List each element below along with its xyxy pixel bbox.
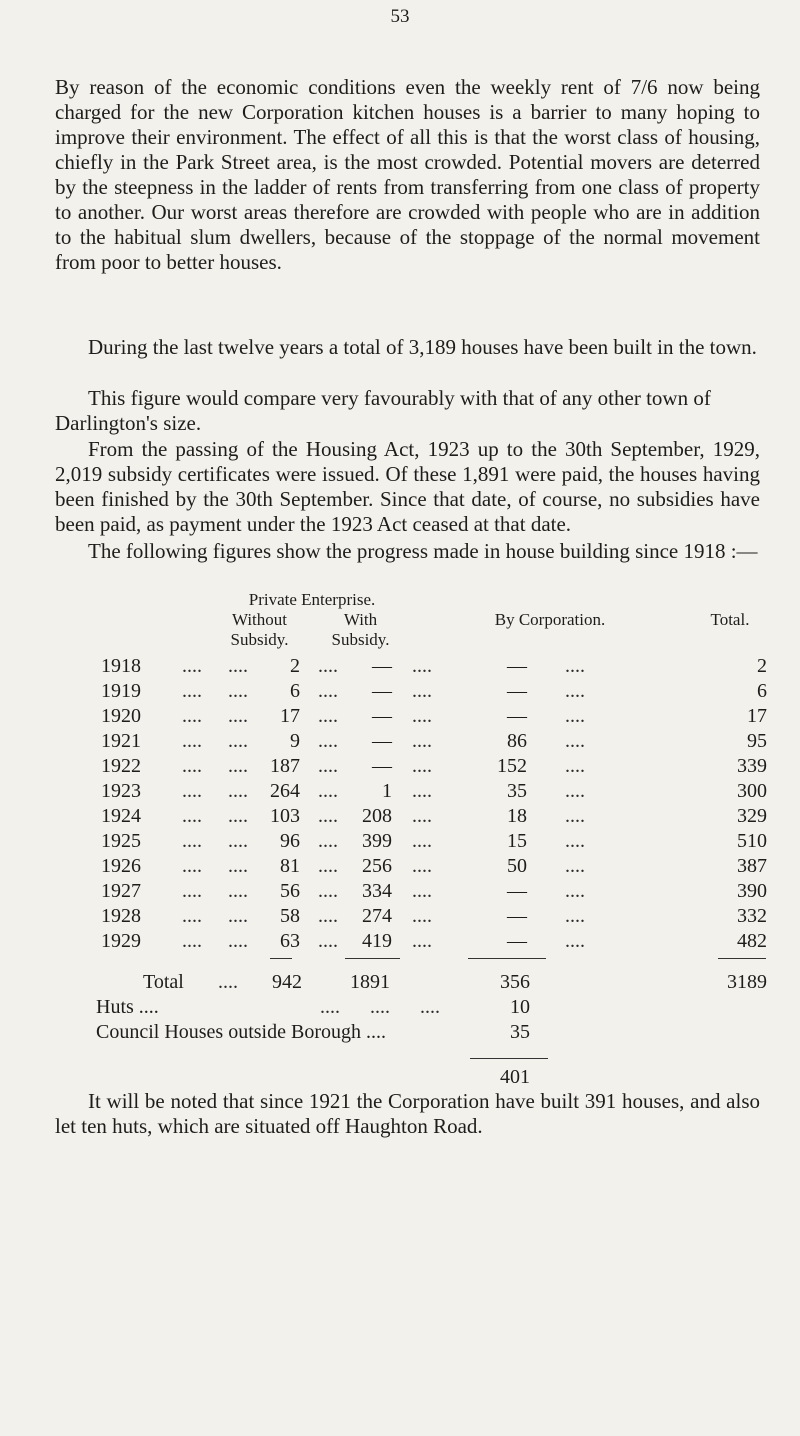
row-dots: ....: [228, 855, 248, 877]
grand-total: 401: [500, 1066, 530, 1088]
header-without-subsidy: Without Subsidy.: [230, 610, 289, 649]
table-row: [0, 680, 800, 705]
row-corp: —: [507, 880, 527, 902]
council-houses-label: Council Houses outside Borough ....: [96, 1021, 386, 1043]
row-dots: ....: [182, 830, 202, 852]
row-dots: ....: [412, 930, 432, 952]
totals-label: Total: [143, 971, 184, 993]
row-dots: ....: [182, 930, 202, 952]
row-without: 2: [290, 655, 300, 677]
row-with: —: [372, 730, 392, 752]
row-total: 300: [737, 780, 767, 802]
row-dots: ....: [228, 830, 248, 852]
row-dots: ....: [182, 705, 202, 727]
row-dots: ....: [182, 755, 202, 777]
row-dots: ....: [318, 780, 338, 802]
row-dots: ....: [412, 880, 432, 902]
row-dots: ....: [318, 705, 338, 727]
row-year: 1921: [101, 730, 141, 752]
row-without: 187: [270, 755, 300, 777]
row-total: 482: [737, 930, 767, 952]
table-row: [0, 880, 800, 905]
row-dots: ....: [318, 755, 338, 777]
row-dots: ....: [182, 805, 202, 827]
totals-total: 3189: [727, 971, 767, 993]
totals-dots: ....: [218, 971, 238, 993]
row-dots: ....: [412, 780, 432, 802]
row-dots: ....: [565, 930, 585, 952]
row-dots: ....: [318, 830, 338, 852]
row-total: 510: [737, 830, 767, 852]
totals-without: 942: [272, 971, 302, 993]
row-without: 264: [270, 780, 300, 802]
totals-corp: 356: [500, 971, 530, 993]
row-dots: ....: [565, 655, 585, 677]
rule-total: [718, 958, 766, 959]
row-corp: —: [507, 655, 527, 677]
row-with: 399: [362, 830, 392, 852]
row-dots: ....: [565, 855, 585, 877]
row-dots: ....: [412, 830, 432, 852]
row-dots: ....: [565, 755, 585, 777]
row-dots: ....: [318, 805, 338, 827]
row-dots: ....: [228, 805, 248, 827]
row-dots: ....: [412, 705, 432, 727]
row-without: 17: [280, 705, 300, 727]
table-row: [0, 930, 800, 955]
row-dots: ....: [182, 855, 202, 877]
row-total: 17: [747, 705, 767, 727]
row-corp: 35: [507, 780, 527, 802]
row-total: 332: [737, 905, 767, 927]
row-dots: ....: [318, 930, 338, 952]
row-dots: ....: [565, 780, 585, 802]
row-corp: —: [507, 905, 527, 927]
row-dots: ....: [565, 705, 585, 727]
row-total: 390: [737, 880, 767, 902]
row-corp: 152: [497, 755, 527, 777]
row-corp: 18: [507, 805, 527, 827]
header-total: Total.: [710, 610, 750, 629]
header-with-subsidy: With Subsidy.: [331, 610, 390, 649]
row-corp: 50: [507, 855, 527, 877]
row-with: 274: [362, 905, 392, 927]
row-with: —: [372, 755, 392, 777]
header-private-enterprise: Private Enterprise.: [248, 590, 376, 609]
table-row: [0, 705, 800, 730]
row-without: 56: [280, 880, 300, 902]
table-row: [0, 905, 800, 930]
row-dots: ....: [412, 905, 432, 927]
row-dots: ....: [318, 730, 338, 752]
table-row: [0, 755, 800, 780]
row-dots: ....: [228, 655, 248, 677]
totals-with: 1891: [350, 971, 390, 993]
table-row: [0, 805, 800, 830]
row-year: 1919: [101, 680, 141, 702]
paragraph-houses-built: During the last twelve years a total of 3,189 houses have been built in the town.: [88, 335, 757, 359]
row-dots: ....: [182, 780, 202, 802]
table-row: [0, 780, 800, 805]
row-total: 387: [737, 855, 767, 877]
row-dots: ....: [565, 680, 585, 702]
rule-without: [270, 958, 292, 959]
row-with: 208: [362, 805, 392, 827]
row-dots: ....: [565, 880, 585, 902]
row-without: 6: [290, 680, 300, 702]
row-dots: ....: [182, 680, 202, 702]
row-total: 6: [757, 680, 767, 702]
row-corp: —: [507, 680, 527, 702]
row-corp: 86: [507, 730, 527, 752]
rule-corp: [468, 958, 546, 959]
paragraph-economic-conditions: By reason of the economic conditions even the weekly rent of 7/6 now being charged for the new Corporation kitchen houses is a barrier to many hoping to improve their environment. The effect of all this is that the worst class of housing, chiefly in the Park Street area, is the most crowded. Potential movers are deterred by the steepness in the ladder of rents from transferring from one class of property to another. Our worst areas therefore are crowded with people who are in addition to the habitual slum dwellers, because of the stoppage of the normal movement from poor to better houses.: [55, 75, 760, 274]
row-dots: ....: [228, 755, 248, 777]
row-total: 329: [737, 805, 767, 827]
row-corp: —: [507, 705, 527, 727]
paragraph-closing: It will be noted that since 1921 the Corporation have built 391 houses, and also let ten huts, which are situated off Haughton Road.: [55, 1089, 760, 1138]
huts-dots: .... .... ....: [320, 996, 440, 1018]
rule-grand-total: [470, 1058, 548, 1059]
row-with: 334: [362, 880, 392, 902]
row-without: 58: [280, 905, 300, 927]
row-dots: ....: [318, 680, 338, 702]
row-dots: ....: [318, 855, 338, 877]
row-with: —: [372, 680, 392, 702]
row-dots: ....: [412, 755, 432, 777]
row-dots: ....: [565, 805, 585, 827]
row-dots: ....: [565, 905, 585, 927]
table-row: [0, 655, 800, 680]
row-year: 1922: [101, 755, 141, 777]
row-dots: ....: [412, 730, 432, 752]
row-without: 81: [280, 855, 300, 877]
row-dots: ....: [228, 780, 248, 802]
row-dots: ....: [565, 730, 585, 752]
row-year: 1918: [101, 655, 141, 677]
row-with: 256: [362, 855, 392, 877]
table-row: [0, 830, 800, 855]
row-dots: ....: [318, 655, 338, 677]
row-dots: ....: [412, 680, 432, 702]
row-dots: ....: [182, 730, 202, 752]
row-dots: ....: [182, 655, 202, 677]
row-year: 1927: [101, 880, 141, 902]
row-without: 96: [280, 830, 300, 852]
row-year: 1920: [101, 705, 141, 727]
row-without: 103: [270, 805, 300, 827]
header-by-corporation: By Corporation.: [494, 610, 606, 629]
row-without: 63: [280, 930, 300, 952]
row-year: 1929: [101, 930, 141, 952]
table-row: [0, 730, 800, 755]
huts-label: Huts ....: [96, 996, 159, 1018]
row-dots: ....: [228, 930, 248, 952]
row-total: 339: [737, 755, 767, 777]
table-row: [0, 855, 800, 880]
row-with: —: [372, 705, 392, 727]
row-dots: ....: [228, 680, 248, 702]
row-with: —: [372, 655, 392, 677]
row-dots: ....: [412, 805, 432, 827]
row-without: 9: [290, 730, 300, 752]
row-corp: —: [507, 930, 527, 952]
rule-with: [345, 958, 400, 959]
row-dots: ....: [182, 905, 202, 927]
row-with: 419: [362, 930, 392, 952]
row-dots: ....: [228, 880, 248, 902]
row-year: 1926: [101, 855, 141, 877]
huts-value: 10: [510, 996, 530, 1018]
row-year: 1925: [101, 830, 141, 852]
row-dots: ....: [182, 880, 202, 902]
row-corp: 15: [507, 830, 527, 852]
paragraph-following-figures: The following figures show the progress made in house building since 1918 :—: [88, 539, 758, 563]
row-dots: ....: [318, 905, 338, 927]
council-houses-value: 35: [510, 1021, 530, 1043]
row-year: 1928: [101, 905, 141, 927]
row-dots: ....: [228, 905, 248, 927]
row-total: 95: [747, 730, 767, 752]
paragraph-favourable-comparison: This figure would compare very favourably with that of any other town of Darlington's size.: [55, 386, 711, 435]
row-year: 1924: [101, 805, 141, 827]
page-number: 53: [390, 6, 410, 27]
row-year: 1923: [101, 780, 141, 802]
row-with: 1: [382, 780, 392, 802]
row-dots: ....: [412, 655, 432, 677]
row-dots: ....: [318, 880, 338, 902]
row-dots: ....: [412, 855, 432, 877]
row-dots: ....: [565, 830, 585, 852]
row-total: 2: [757, 655, 767, 677]
paragraph-housing-act: From the passing of the Housing Act, 1923 up to the 30th September, 1929, 2,019 subsidy certificates were issued. Of these 1,891 were paid, the houses having been finished by the 30th September. Since that date, of course, no subsidies have been paid, as payment under the 1923 Act ceased at that date.: [55, 437, 760, 536]
row-dots: ....: [228, 730, 248, 752]
row-dots: ....: [228, 705, 248, 727]
